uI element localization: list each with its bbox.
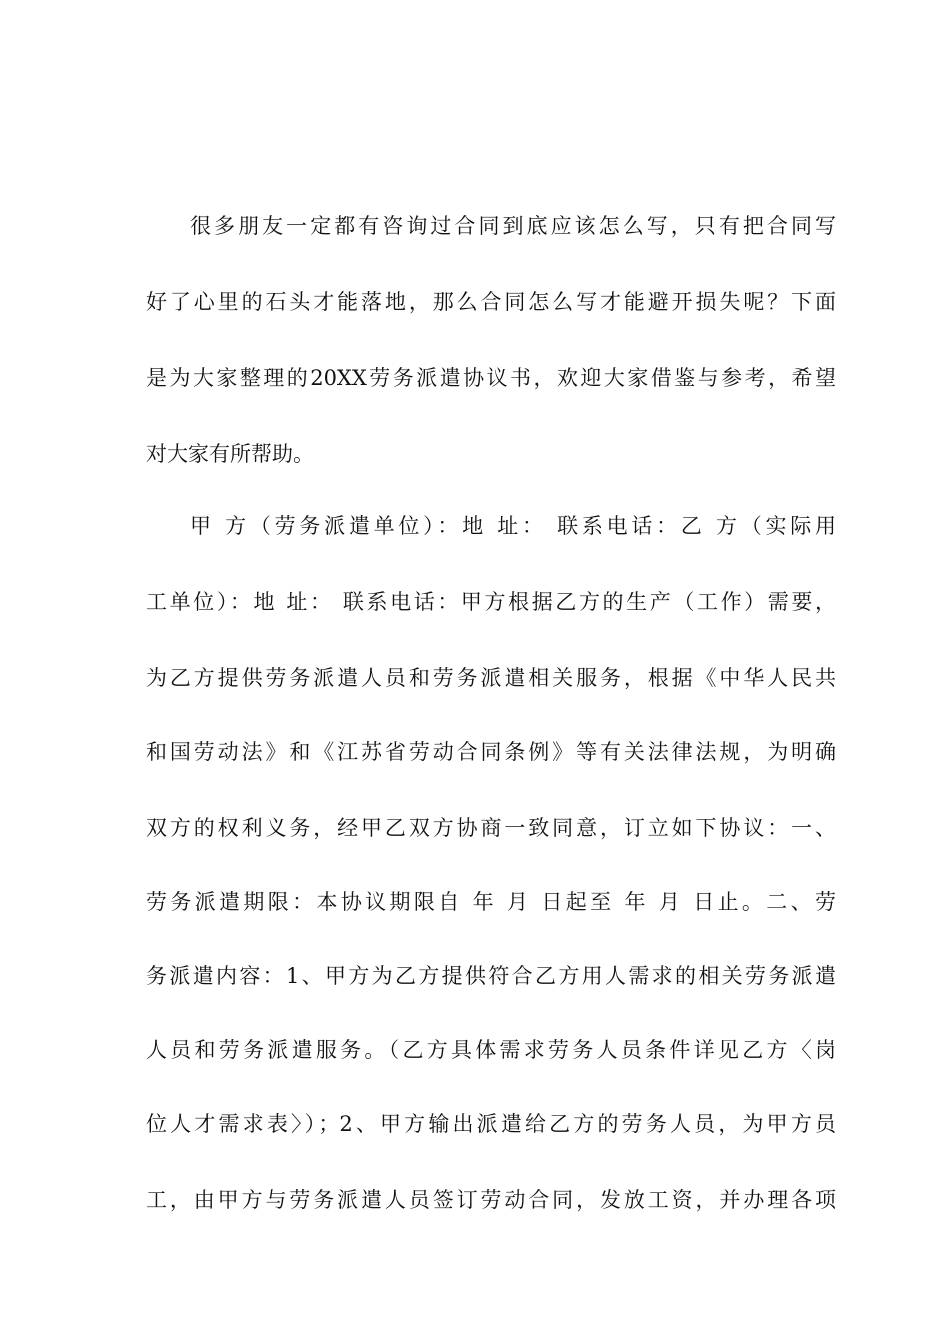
text-line: 人员和劳务派遣服务。（乙方具体需求劳务人员条件详见乙方〈岗 — [146, 1038, 836, 1062]
text-line: 对大家有所帮助。 — [146, 442, 314, 466]
text-line: 好了心里的石头才能落地，那么合同怎么写才能避开损失呢？下面 — [146, 290, 836, 314]
text-line: 工单位）：地 址： 联系电话：甲方根据乙方的生产（工作）需要， — [146, 590, 836, 614]
text-line: 位人才需求表〉）；2、甲方输出派遣给乙方的劳务人员，为甲方员 — [146, 1112, 836, 1136]
text-line: 甲 方（劳务派遣单位）：地 址： 联系电话：乙 方（实际用 — [190, 514, 836, 538]
text-line: 务派遣内容：1、甲方为乙方提供符合乙方用人需求的相关劳务派遣 — [146, 964, 836, 988]
text-line: 双方的权利义务，经甲乙双方协商一致同意，订立如下协议：一、 — [146, 816, 836, 840]
text-line: 是为大家整理的20XX劳务派遣协议书，欢迎大家借鉴与参考，希望 — [146, 366, 836, 390]
text-line: 很多朋友一定都有咨询过合同到底应该怎么写，只有把合同写 — [190, 214, 836, 238]
text-line: 和国劳动法》和《江苏省劳动合同条例》等有关法律法规，为明确 — [146, 740, 836, 764]
text-line: 工，由甲方与劳务派遣人员签订劳动合同，发放工资，并办理各项 — [146, 1188, 836, 1212]
text-line: 劳务派遣期限：本协议期限自 年 月 日起至 年 月 日止。二、劳 — [146, 890, 836, 914]
text-line: 为乙方提供劳务派遣人员和劳务派遣相关服务，根据《中华人民共 — [146, 666, 836, 690]
